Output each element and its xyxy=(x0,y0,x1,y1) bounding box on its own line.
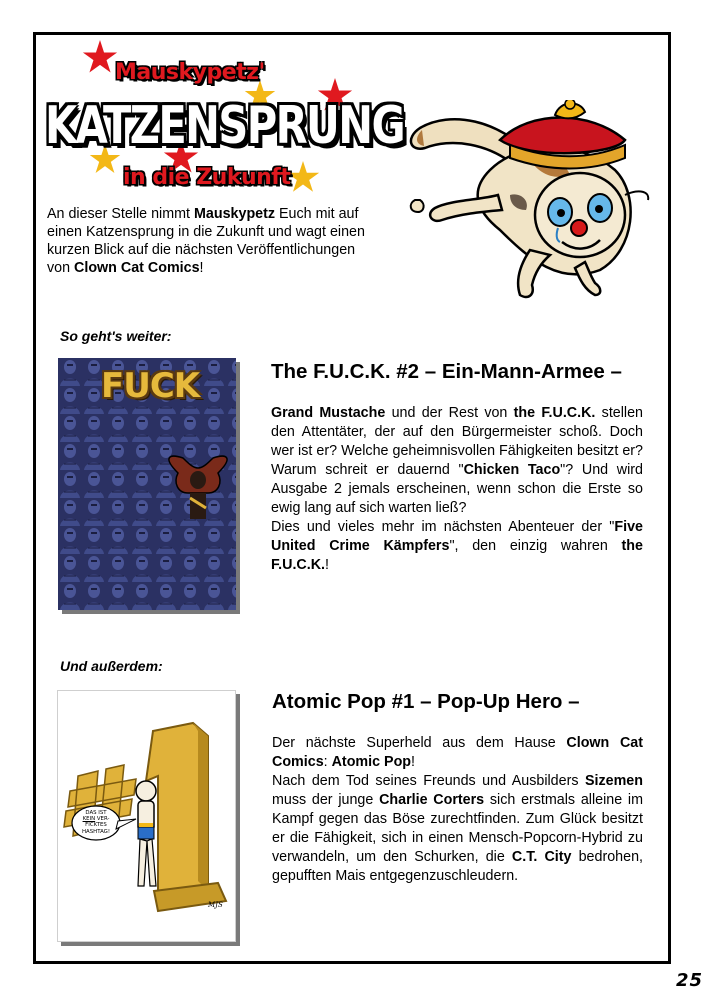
bold-five-united: Five United Crime Kämpfers xyxy=(271,519,643,554)
intro-text-part: An dieser Stelle nimmt xyxy=(47,206,194,222)
atomic-pop-paragraph-1 xyxy=(272,734,643,772)
jester-cat-illustration xyxy=(380,100,670,310)
logo-main-title: KATZENSPRUNG xyxy=(45,96,404,156)
bold-charlie-corters: Charlie Corters xyxy=(379,792,485,808)
bold-clown-cat-comics: Clown Cat Comics xyxy=(272,735,643,770)
red-star xyxy=(83,40,117,73)
text-part: ", den einzig wahren xyxy=(449,538,622,554)
text-part: ! xyxy=(411,754,416,770)
section-label-next: So geht's weiter: xyxy=(60,328,172,344)
bold-sizemen: Sizemen xyxy=(584,773,643,789)
text-part: bedrohen, gepufften Mais entgegenzuschleudern. xyxy=(272,849,643,884)
artist-signature: MJS xyxy=(208,901,223,909)
fuck-2-cover xyxy=(58,358,236,610)
bold-the-fuck: the F.U.C.K. xyxy=(271,538,643,573)
atomic-pop-1-title: Atomic Pop #1 – Pop-Up Hero – xyxy=(272,690,580,713)
text-part: sich erstmals alleine im Kampf gegen das Böse zurechtfinden. Zum Glück besitzt er die Fähigkeit, sich in einen Mensch-Popcorn-Hybrid zu verwandeln, um den Schurken, die xyxy=(272,792,644,865)
text-part: : xyxy=(323,754,332,770)
text-part: Nach dem Tod seines Freunds und Ausbilders xyxy=(272,773,585,789)
section-label-also: Und außerdem: xyxy=(60,658,163,674)
text-part: muss der junge xyxy=(272,792,380,808)
fuck-2-title: The F.U.C.K. #2 – Ein-Mann-Armee – xyxy=(271,360,622,383)
page-number: 25 xyxy=(676,970,704,991)
intro-text-part: Euch mit auf einen Katzensprung in die Zukunft und wagt einen kurzen Blick auf die nächsten Veröffentlichungen von xyxy=(47,206,365,276)
bold-ct-city: C.T. City xyxy=(511,849,572,865)
speech-bubble-text xyxy=(74,810,118,835)
speech-line: FICKTES xyxy=(85,822,107,829)
atomic-pop-1-description xyxy=(272,734,643,886)
text-part: Dies und vieles mehr im nächsten Abenteuer der " xyxy=(271,519,615,535)
text-part: stellen den Attentäter, der auf den Bürgermeister schoß. Doch wer ist er? Welche geheimnisvollen Fähigkeiten besitzt er? Warum schreit er dauernd " xyxy=(271,405,644,478)
text-part: "? Und wird Ausgabe 2 jemals erscheinen, wenn schon die Erste so ewig lang auf sich warten ließ? xyxy=(271,462,643,516)
bold-the-fuck: the F.U.C.K. xyxy=(513,405,596,421)
speech-word: VER- xyxy=(95,816,110,823)
fuck-2-paragraph-1 xyxy=(271,404,643,518)
intro-bold-mauskypetz: Mauskypetz xyxy=(194,206,276,222)
logo-bottom-line: in die Zukunft xyxy=(123,165,291,190)
text-part: und der Rest von xyxy=(385,405,514,421)
intro-text-part: ! xyxy=(199,260,204,276)
atomic-pop-paragraph-2 xyxy=(272,772,643,886)
yellow-star xyxy=(287,161,319,192)
text-part: ! xyxy=(325,557,329,573)
logo-top-line: Mauskypetz' xyxy=(115,60,265,85)
bold-chicken-taco: Chicken Taco xyxy=(463,462,561,478)
fuck-2-description xyxy=(271,404,643,575)
speech-line: HASHTAG! xyxy=(81,828,111,835)
fuck-2-paragraph-2 xyxy=(271,518,643,575)
fuck-cover-logo: FUCK xyxy=(101,366,200,406)
bold-atomic-pop: Atomic Pop xyxy=(331,754,412,770)
speech-line: DAS IST xyxy=(85,810,107,816)
atomic-pop-1-cover xyxy=(57,690,236,942)
intro-text xyxy=(47,205,377,277)
speech-underlined-word: KEIN xyxy=(82,816,96,823)
bold-grand-mustache: Grand Mustache xyxy=(271,405,386,421)
katzensprung-logo xyxy=(45,38,404,203)
text-part: Der nächste Superheld aus dem Hause xyxy=(272,735,567,751)
intro-bold-publisher: Clown Cat Comics xyxy=(74,260,200,276)
